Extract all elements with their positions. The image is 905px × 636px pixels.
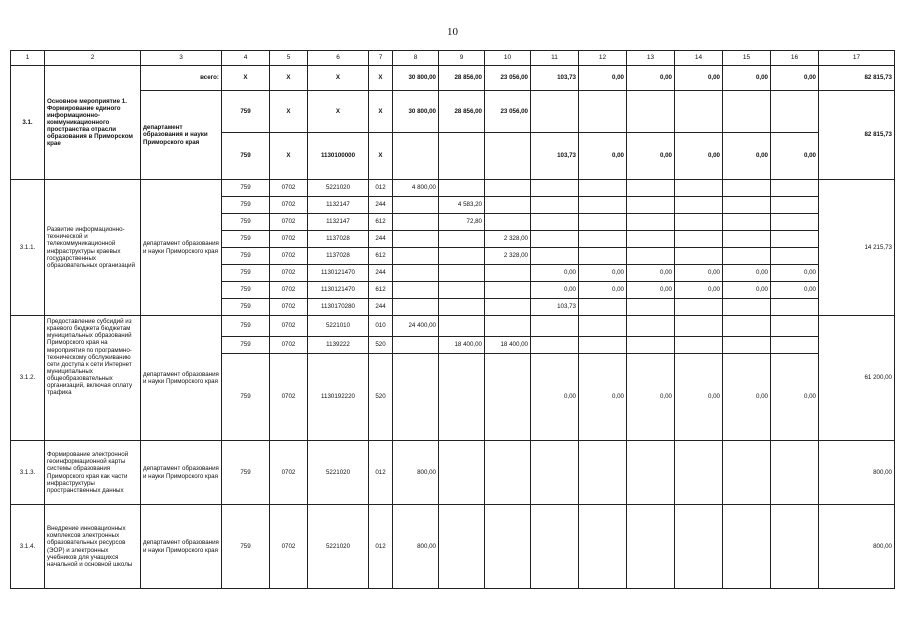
page-number: 10 [447, 26, 458, 38]
cell: 0,00 [531, 265, 579, 282]
cell: 0,00 [723, 133, 771, 180]
cell: 0,00 [675, 354, 723, 441]
cell [579, 197, 627, 214]
cell [439, 231, 485, 248]
cell: 0,00 [723, 282, 771, 299]
cell [771, 505, 819, 589]
row-code: 3.1.1. [11, 180, 45, 316]
cell [723, 337, 771, 354]
cell [627, 299, 675, 316]
cell: 0,00 [675, 282, 723, 299]
cell: 0702 [270, 197, 308, 214]
cell: 1132147 [308, 214, 369, 231]
header-cell: 10 [485, 51, 531, 66]
cell [771, 337, 819, 354]
header-cell: 4 [222, 51, 270, 66]
cell: 2 328,00 [485, 248, 531, 265]
cell [531, 231, 579, 248]
cell: 612 [369, 282, 393, 299]
cell [771, 197, 819, 214]
cell [579, 214, 627, 231]
cell [393, 299, 439, 316]
cell [439, 180, 485, 197]
cell [675, 337, 723, 354]
cell [771, 316, 819, 337]
cell: 0,00 [627, 354, 675, 441]
total-cell: 800,00 [819, 441, 895, 505]
cell [531, 337, 579, 354]
cell [723, 197, 771, 214]
header-cell: 13 [627, 51, 675, 66]
cell: 30 800,00 [393, 91, 439, 133]
cell: 1137028 [308, 248, 369, 265]
cell: 612 [369, 214, 393, 231]
cell [485, 265, 531, 282]
cell [393, 282, 439, 299]
cell: 759 [222, 248, 270, 265]
cell [723, 214, 771, 231]
cell: 0,00 [675, 133, 723, 180]
cell [393, 337, 439, 354]
cell [579, 299, 627, 316]
row-name: Внедрение инновационных комплексов электронных образовательных ресурсов (ЭОР) и электронных учебников для учащихся начальной и основной школы [45, 505, 141, 589]
cell [627, 180, 675, 197]
cell [393, 214, 439, 231]
total-cell: 800,00 [819, 505, 895, 589]
cell: 30 800,00 [393, 66, 439, 91]
row-code: 3.1. [11, 66, 45, 180]
cell: 0,00 [675, 66, 723, 91]
cell [531, 316, 579, 337]
cell [439, 299, 485, 316]
cell: 759 [222, 505, 270, 589]
cell [579, 231, 627, 248]
cell: 0702 [270, 337, 308, 354]
cell [579, 180, 627, 197]
cell [485, 282, 531, 299]
cell: 759 [222, 265, 270, 282]
row-code: 3.1.3. [11, 441, 45, 505]
total-cell: 61 200,00 [819, 316, 895, 441]
cell [439, 265, 485, 282]
cell [723, 180, 771, 197]
cell: 0702 [270, 505, 308, 589]
cell: 1130170280 [308, 299, 369, 316]
cell: 0,00 [771, 133, 819, 180]
cell [393, 354, 439, 441]
cell: 1137028 [308, 231, 369, 248]
cell [723, 299, 771, 316]
cell: 0702 [270, 299, 308, 316]
cell [485, 197, 531, 214]
cell: 759 [222, 316, 270, 337]
cell: 103,73 [531, 133, 579, 180]
total-label: всего: [141, 66, 222, 91]
cell: 759 [222, 282, 270, 299]
cell: 0,00 [627, 133, 675, 180]
row-code: 3.1.2. [11, 316, 45, 441]
cell: 1130192220 [308, 354, 369, 441]
cell [771, 248, 819, 265]
cell: 1130100000 [308, 133, 369, 180]
cell [627, 505, 675, 589]
row-code: 3.1.4. [11, 505, 45, 589]
cell: 2 328,00 [485, 231, 531, 248]
header-cell: 16 [771, 51, 819, 66]
cell [627, 337, 675, 354]
cell: 0,00 [579, 66, 627, 91]
cell: 0,00 [579, 282, 627, 299]
cell: 5221020 [308, 180, 369, 197]
row-name: Развитие информационно-технической и телекоммуникационной инфраструктуры краевых государственных образовательных организаций [45, 180, 141, 316]
cell [485, 354, 531, 441]
header-cell: 8 [393, 51, 439, 66]
cell: 520 [369, 354, 393, 441]
cell: 1130121470 [308, 282, 369, 299]
table-row [11, 316, 895, 337]
cell [675, 91, 723, 133]
header-cell: 5 [270, 51, 308, 66]
header-cell: 1 [11, 51, 45, 66]
cell [579, 441, 627, 505]
row-name: Предоставление субсидий из краевого бюджета бюджетам муниципальных образований Приморского края на мероприятия по программно-техническому обслуживанию сети доступа к сети Интернет муниципальных общеобразовательных организаций, включая оплату трафика [45, 316, 141, 441]
cell [439, 441, 485, 505]
cell [579, 337, 627, 354]
cell [675, 299, 723, 316]
cell: 0,00 [627, 66, 675, 91]
cell [723, 316, 771, 337]
cell [439, 282, 485, 299]
cell [531, 248, 579, 265]
cell [627, 441, 675, 505]
cell: X [308, 66, 369, 91]
cell [675, 505, 723, 589]
cell [627, 248, 675, 265]
cell: 012 [369, 505, 393, 589]
cell [531, 197, 579, 214]
cell: 0,00 [579, 265, 627, 282]
cell: 010 [369, 316, 393, 337]
cell: 5221020 [308, 441, 369, 505]
cell: 103,73 [531, 66, 579, 91]
total-cell: 82 815,73 [819, 91, 895, 180]
cell: X [369, 66, 393, 91]
cell: 800,00 [393, 505, 439, 589]
cell: 4 800,00 [393, 180, 439, 197]
cell: 759 [222, 231, 270, 248]
cell: 759 [222, 337, 270, 354]
cell [771, 91, 819, 133]
cell [723, 248, 771, 265]
cell: 72,80 [439, 214, 485, 231]
cell: 0702 [270, 265, 308, 282]
row-name: Формирование электронной геоинформационной карты системы образования Приморского края как части инфраструктуры пространственных данных [45, 441, 141, 505]
cell: 0,00 [771, 265, 819, 282]
cell: 0,00 [675, 265, 723, 282]
cell: 520 [369, 337, 393, 354]
executor: департамент образования и науки Приморского края [141, 91, 222, 180]
executor: департамент образования и науки Приморского края [141, 316, 222, 441]
cell: X [222, 66, 270, 91]
cell [531, 91, 579, 133]
cell [627, 231, 675, 248]
cell: 759 [222, 180, 270, 197]
cell: 0702 [270, 248, 308, 265]
cell: 0702 [270, 354, 308, 441]
cell: 759 [222, 441, 270, 505]
cell: 0702 [270, 441, 308, 505]
cell: 244 [369, 299, 393, 316]
table-row [11, 180, 895, 197]
cell [439, 133, 485, 180]
cell [771, 441, 819, 505]
cell: X [369, 91, 393, 133]
cell [627, 197, 675, 214]
cell [439, 316, 485, 337]
cell [531, 214, 579, 231]
cell: 5221020 [308, 505, 369, 589]
cell [485, 505, 531, 589]
cell: 28 856,00 [439, 66, 485, 91]
cell: X [270, 91, 308, 133]
cell: 0702 [270, 282, 308, 299]
cell [771, 180, 819, 197]
header-cell: 14 [675, 51, 723, 66]
cell [393, 231, 439, 248]
cell [675, 441, 723, 505]
cell [675, 197, 723, 214]
cell [675, 180, 723, 197]
cell [485, 316, 531, 337]
cell: 1132147 [308, 197, 369, 214]
cell [627, 316, 675, 337]
cell [675, 316, 723, 337]
cell: 0702 [270, 214, 308, 231]
cell [485, 299, 531, 316]
cell [485, 180, 531, 197]
cell [579, 248, 627, 265]
cell: 012 [369, 441, 393, 505]
cell: X [270, 133, 308, 180]
cell: 759 [222, 299, 270, 316]
cell: 0,00 [579, 133, 627, 180]
cell: 0,00 [531, 354, 579, 441]
cell [393, 248, 439, 265]
cell: 759 [222, 214, 270, 231]
cell [723, 231, 771, 248]
cell [393, 197, 439, 214]
cell: X [369, 133, 393, 180]
cell: 0,00 [723, 354, 771, 441]
cell: 0,00 [723, 66, 771, 91]
cell: 759 [222, 354, 270, 441]
cell: 612 [369, 248, 393, 265]
cell: 759 [222, 197, 270, 214]
row-name: Основное мероприятие 1. Формирование единого информационно-коммуникационного пространства отрасли образования в Приморском крае [45, 66, 141, 180]
cell: 0,00 [627, 282, 675, 299]
cell: 0,00 [771, 66, 819, 91]
cell: 28 856,00 [439, 91, 485, 133]
cell [627, 91, 675, 133]
cell: 1139222 [308, 337, 369, 354]
table-row [11, 505, 895, 589]
cell: 23 056,00 [485, 91, 531, 133]
cell [579, 316, 627, 337]
cell: 759 [222, 91, 270, 133]
cell [723, 441, 771, 505]
cell: 4 583,20 [439, 197, 485, 214]
cell [393, 265, 439, 282]
cell: 800,00 [393, 441, 439, 505]
budget-table [10, 50, 895, 589]
cell [771, 231, 819, 248]
header-cell: 3 [141, 51, 222, 66]
cell [723, 505, 771, 589]
cell [531, 180, 579, 197]
cell: 0702 [270, 316, 308, 337]
cell [579, 91, 627, 133]
cell: 244 [369, 197, 393, 214]
cell [439, 248, 485, 265]
header-cell: 15 [723, 51, 771, 66]
cell [771, 299, 819, 316]
cell: 18 400,00 [439, 337, 485, 354]
cell: 244 [369, 265, 393, 282]
header-cell: 11 [531, 51, 579, 66]
column-number-row [11, 51, 895, 66]
cell [485, 214, 531, 231]
cell: 103,73 [531, 299, 579, 316]
cell [531, 441, 579, 505]
cell [675, 214, 723, 231]
cell: 18 400,00 [485, 337, 531, 354]
executor: департамент образования и науки Приморского края [141, 505, 222, 589]
cell [675, 248, 723, 265]
cell: 759 [222, 133, 270, 180]
cell [485, 133, 531, 180]
cell [439, 505, 485, 589]
table-row [11, 441, 895, 505]
cell: 0,00 [579, 354, 627, 441]
cell: 0,00 [771, 282, 819, 299]
header-cell: 9 [439, 51, 485, 66]
header-cell: 17 [819, 51, 895, 66]
header-cell: 6 [308, 51, 369, 66]
cell: 0,00 [531, 282, 579, 299]
cell: 82 815,73 [819, 66, 895, 91]
cell [723, 91, 771, 133]
cell: 012 [369, 180, 393, 197]
total-cell: 14 215,73 [819, 180, 895, 316]
cell: 24 400,00 [393, 316, 439, 337]
cell [393, 133, 439, 180]
cell [485, 441, 531, 505]
cell: 0,00 [627, 265, 675, 282]
table-row [11, 66, 895, 91]
cell [439, 354, 485, 441]
cell: 23 056,00 [485, 66, 531, 91]
cell: X [270, 66, 308, 91]
cell [627, 214, 675, 231]
executor: департамент образования и науки Приморского края [141, 180, 222, 316]
cell [771, 214, 819, 231]
cell: 0702 [270, 231, 308, 248]
cell: 1130121470 [308, 265, 369, 282]
cell: X [308, 91, 369, 133]
header-cell: 7 [369, 51, 393, 66]
header-cell: 12 [579, 51, 627, 66]
cell: 0,00 [723, 265, 771, 282]
header-cell: 2 [45, 51, 141, 66]
cell: 0,00 [771, 354, 819, 441]
table-row [11, 91, 895, 133]
cell: 5221010 [308, 316, 369, 337]
executor: департамент образования и науки Приморского края [141, 441, 222, 505]
cell [579, 505, 627, 589]
cell [675, 231, 723, 248]
cell: 0702 [270, 180, 308, 197]
cell [531, 505, 579, 589]
cell: 244 [369, 231, 393, 248]
